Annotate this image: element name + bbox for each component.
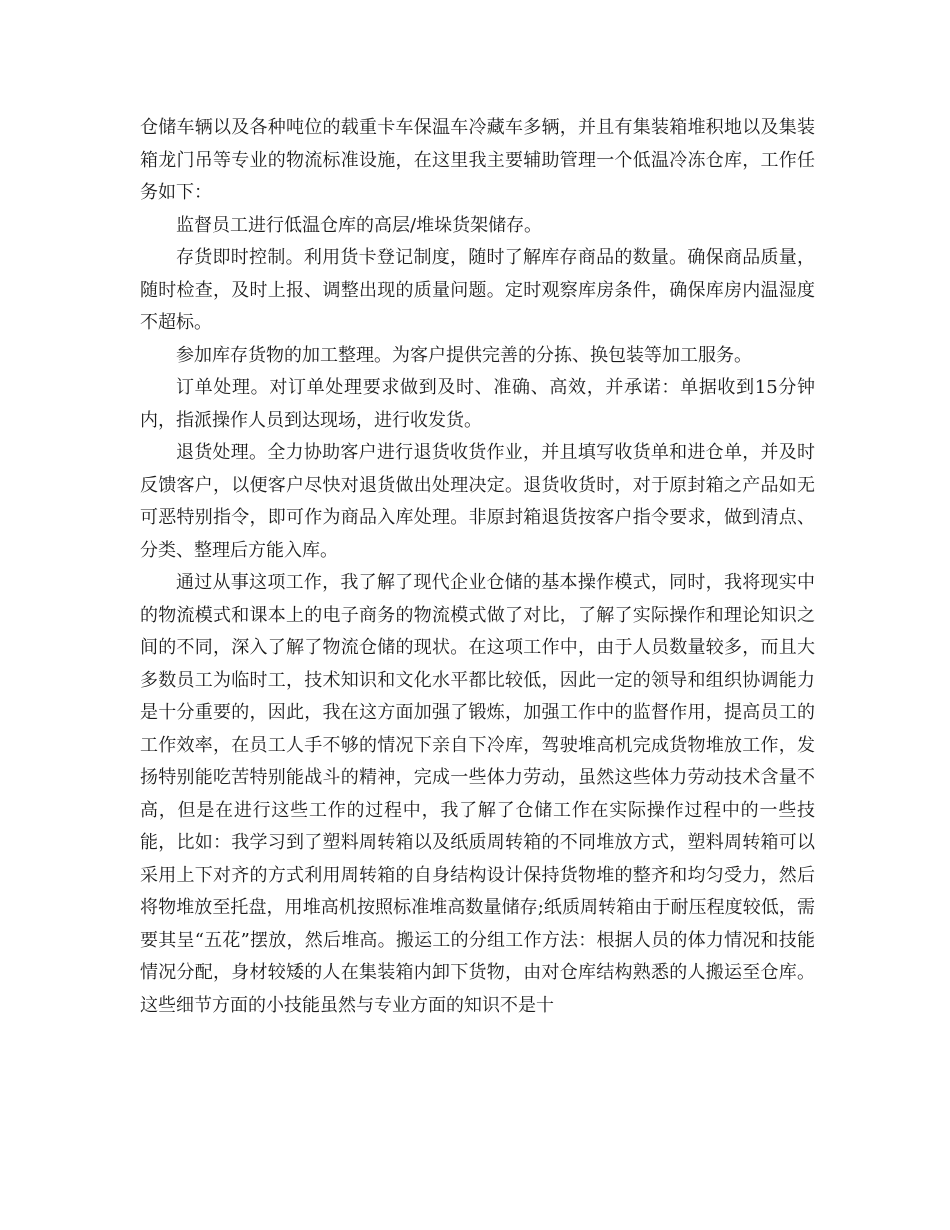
paragraph: 监督员工进行低温仓库的高层/堆垛货架储存。 (176, 214, 543, 236)
paragraph: 存货即时控制。利用货卡登记制度，随时了解库存商品的数量。确保商品质量，随时检查，及时上报、调整出现的质量问题。定时观察库房条件，确保库房内温湿度不超标。 (140, 247, 815, 333)
paragraph: 通过从事这项工作，我了解了现代企业仓储的基本操作模式，同时，我将现实中的物流模式和课本上的电子商务的物流模式做了对比，了解了实际操作和理论知识之间的不同，深入了解了物流仓储的现状。在这项工作中，由于人员数量较多，而且大多数员工为临时工，技术知识和文化水平都比较低，因此一定的领导和组织协调能力是十分重要的，因此，我在这方面加强了锻炼，加强工作中的监督作用，提高员工的工作效率，在员工人手不够的情况下亲自下冷库，驾驶堆高机完成货物堆放工作，发扬特别能吃苦特别能战斗的精神，完成一些体力劳动，虽然这些体力劳动技术含量不高，但是在进行这些工作的过程中，我了解了仓储工作在实际操作过程中的一些技能，比如：我学习到了塑料周转箱以及纸质周转箱的不同堆放方式，塑料周转箱可以采用上下对齐的方式利用周转箱的自身结构设计保持货物堆的整齐和均匀受力，然后将物堆放至托盘，用堆高机按照标准堆高数量储存;纸质周转箱由于耐压程度较低，需要其呈“五花”摆放，然后堆高。搬运工的分组工作方法：根据人员的体力情况和技能情况分配，身材较矮的人在集装箱内卸下货物，由对仓库结构熟悉的人搬运至仓库。这些细节方面的小技能虽然与专业方面的知识不是十 (140, 572, 815, 1016)
paragraph: 仓储车辆以及各种吨位的载重卡车保温车冷藏车多辆，并且有集装箱堆积地以及集装箱龙门吊等专业的物流标准设施，在这里我主要辅助管理一个低温冷冻仓库，工作任务如下： (140, 117, 815, 203)
paragraph: 订单处理。对订单处理要求做到及时、准确、高效，并承诺：单据收到15分钟内，指派操作人员到达现场，进行收发货。 (140, 377, 815, 431)
paragraph: 参加库存货物的加工整理。为客户提供完善的分拣、换包装等加工服务。 (176, 344, 752, 366)
document-page (140, 112, 815, 1022)
paragraph: 退货处理。全力协助客户进行退货收货作业，并且填写收货单和进仓单，并及时反馈客户，以便客户尽快对退货做出处理决定。退货收货时，对于原封箱之产品如无可恶特别指令，即可作为商品入库处理。非原封箱退货按客户指令要求，做到清点、分类、整理后方能入库。 (140, 442, 815, 561)
